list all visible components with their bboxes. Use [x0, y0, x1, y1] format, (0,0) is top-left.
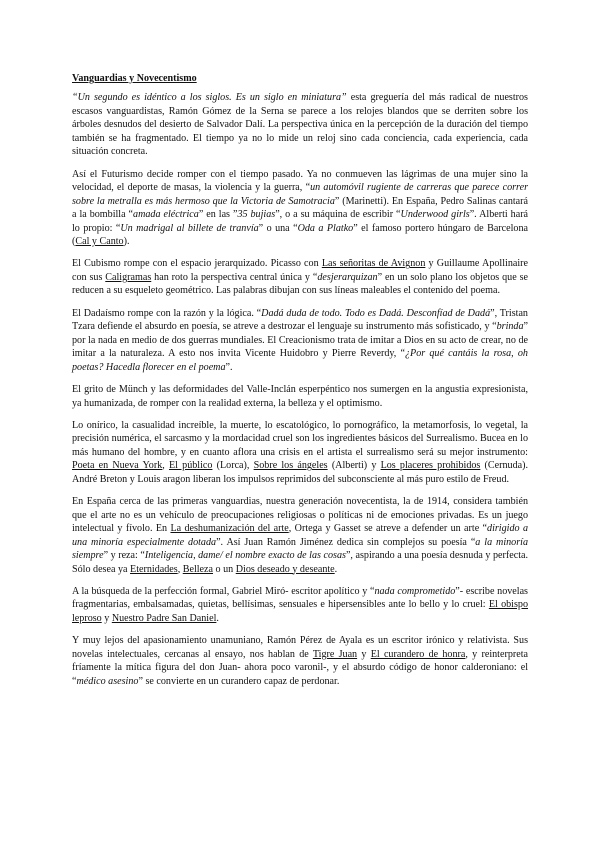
paragraph-1: [72, 91, 528, 158]
work-title: Los placeres prohibidos: [380, 460, 481, 472]
text: ”, o a su máquina de escribir “: [275, 209, 401, 221]
text: ”. Así Juan Ramón Jiménez dedica sin complejos su poesía “: [216, 536, 476, 548]
work-title: Nuestro Padre San Daniel: [111, 612, 217, 624]
document-title: Vanguardias y Novecentismo: [72, 73, 197, 84]
work-title: Dios deseado y deseante: [235, 563, 335, 575]
quote: ¿Por qué cantáis la rosa, oh poetas? Hacedla florecer en el poema: [72, 348, 528, 373]
quote: médico asesino: [76, 675, 139, 687]
text: y: [357, 648, 371, 660]
paragraph-6: [72, 419, 528, 486]
work-title: Las señoritas de Avignon: [321, 258, 426, 270]
paragraph-7: [72, 495, 528, 576]
quote: Inteligencia, dame/ el nombre exacto de las cosas: [144, 550, 346, 562]
work-title: El público: [168, 460, 213, 472]
text: .: [334, 563, 338, 575]
text: (Alberti) y: [327, 460, 381, 472]
quote: Dadá duda de todo. Todo es Dadá. Desconfíad de Dadá: [261, 307, 491, 319]
quote: nada comprometido: [374, 585, 456, 597]
text: ” o una “: [258, 222, 298, 234]
text: ”. Alberti hará lo propio: “: [72, 209, 529, 234]
text: ”, aspirando a una poesía desnuda y perfecta. Sólo desea ya: [72, 550, 529, 575]
text: , y reinterpreta fríamente la mítica figura del don Juan- ahora poco varonil-, y el absurdo código de honor calderoniano: el “: [72, 648, 528, 687]
work-title: La deshumanización del arte: [170, 523, 289, 535]
text: ”- escribe novelas fragmentarias, embalsamadas, quietas, bellísimas, sensuales e hipersensibles ante lo bello y lo cruel:: [72, 585, 528, 611]
text: Y muy lejos del apasionamiento unamuniano, Ramón Pérez de Ayala es un escritor irónico y relativista. Sus novelas intelectuales, cercanas al ensayo, nos hablan de: [72, 635, 528, 660]
text: ” en las ”: [198, 209, 238, 221]
work-title: Cal y Canto: [75, 235, 124, 247]
quote: brinda: [496, 321, 524, 333]
text: o un: [213, 563, 236, 575]
work-title: Poeta en Nueva York: [72, 460, 163, 472]
work-title: El obispo leproso: [72, 599, 528, 624]
quote: Un madrigal al billete de tranvía: [120, 222, 259, 234]
quote: Underwood girls: [400, 209, 470, 221]
work-title: Eternidades: [130, 563, 178, 575]
text: ” por la nada en medio de dos guerras mundiales. El Creacionismo trata de imitar a Dios en su acto de crear, no de imitar a la naturaleza. A esto nos invita Vicente Huidobro y Pierre Reverdy, “: [72, 321, 528, 360]
quote: a la minoría siempre: [72, 536, 528, 562]
paragraph-4: [72, 307, 528, 374]
paragraph-9: [72, 634, 528, 688]
text: El Cubismo rompe con el espacio jerarquizado. Picasso con: [72, 258, 322, 270]
text: esta greguería del más radical de nuestros escasos vanguardistas, Ramón Gómez de la Serna se parece a los relojes blandos que se derriten sobre los árboles desnudos del desierto de Salvador Dalí. La perspectiva única en la percepción de la duración del tiempo también se ha fragmentado. El tiempo ya no lo mide un reloj sino cada conciencia, cada experiencia, cada situación concreta.: [72, 92, 528, 158]
work-title: El curandero de honra: [370, 648, 466, 660]
text: A la búsqueda de la perfección formal, Gabriel Miró- escritor apolítico y “: [72, 585, 375, 597]
text: ” y reza: “: [103, 550, 145, 562]
quote: un automóvil rugiente de carreras que parece correr sobre la metralla es más hermoso que la Victoria de Samotracia: [72, 182, 529, 207]
text: .: [216, 612, 219, 624]
text: El Dadaísmo rompe con la razón y la lógica. “: [72, 307, 262, 319]
text: ).: [123, 235, 130, 247]
quote: Oda a Platko: [297, 222, 354, 234]
work-title: Caligramas: [105, 271, 152, 283]
quote: amada eléctrica: [133, 209, 199, 221]
quote: desjerarquizan: [317, 271, 378, 283]
work-title: Tigre Juan: [312, 648, 358, 660]
paragraph-2: [72, 168, 528, 249]
text: ” (Marinetti). En España, Pedro Salinas cantará a la bombilla “: [72, 195, 529, 221]
text: y: [101, 612, 112, 624]
work-title: Sobre los ángeles: [253, 460, 328, 472]
text: ”.: [225, 361, 233, 373]
work-title: Belleza: [182, 563, 213, 575]
quote: “Un segundo es idéntico a los siglos. Es un siglo en miniatura”: [72, 92, 347, 104]
paragraph-3: [72, 257, 528, 297]
text: ” el famoso portero húngaro de Barcelona (: [72, 222, 528, 247]
text: ,: [162, 460, 169, 472]
quote: 35 bujias: [237, 209, 276, 221]
paragraph-5: [72, 383, 528, 410]
document-page: [72, 72, 528, 697]
text: (Lorca),: [212, 460, 254, 472]
text: ” se convierte en un curandero capaz de perdonar.: [138, 675, 340, 687]
text: han roto la perspectiva central única y “: [151, 271, 318, 283]
text: Lo onírico, la casualidad increíble, la muerte, lo escatológico, lo pornográfico, la metamorfosis, lo vegetal, la precisión numérica, el sarcasmo y la mordacidad cruel son los ingredientes básicos del Surrealismo. Bucea en lo más humano del hombre, y en cuanto aflora una crisis en el artista el surrealismo será su mejor instrumento:: [72, 419, 528, 458]
text: Así el Futurismo decide romper con el tiempo pasado. Ya no conmueven las lágrimas de una mujer sino la velocidad, el deporte de masas, la violencia y la guerra, “: [72, 168, 528, 194]
text: y Guillaume Apollinaire con sus: [72, 258, 528, 283]
text: (Cernuda). André Breton y Louis aragon liberan los impulsos reprimidos del subconsciente al más puro estilo de Freud.: [72, 460, 528, 485]
text: ,: [177, 563, 183, 575]
quote: dirigido a una minoría especialmente dotada: [72, 523, 528, 548]
text: El grito de Münch y las deformidades del Valle-Inclán esperpéntico nos sumergen en la angustia expresionista, ya humanizada, de romper con la realidad externa, la belleza y el optimismo.: [72, 384, 528, 409]
text: ” en un solo plano los objetos que se reducen a su esqueleto geométrico. Las palabras dibujan con sus líneas maleables el contenido del poema.: [72, 271, 529, 297]
text: En España cerca de las primeras vanguardias, nuestra generación novecentista, la de 1914, considera también que el arte no es un vehículo de preocupaciones religiosas o políticas ni de emociones privadas. Es un juego intelectual y fívolo. En: [72, 496, 528, 535]
text: ”, Tristan Tzara defiende el absurdo en poesía, se atreve a destrozar el lenguaje su instrumento más sofisticado, y “: [72, 307, 528, 333]
paragraph-8: [72, 585, 528, 625]
text: , Ortega y Gasset se atreve a defender un arte “: [288, 523, 488, 535]
